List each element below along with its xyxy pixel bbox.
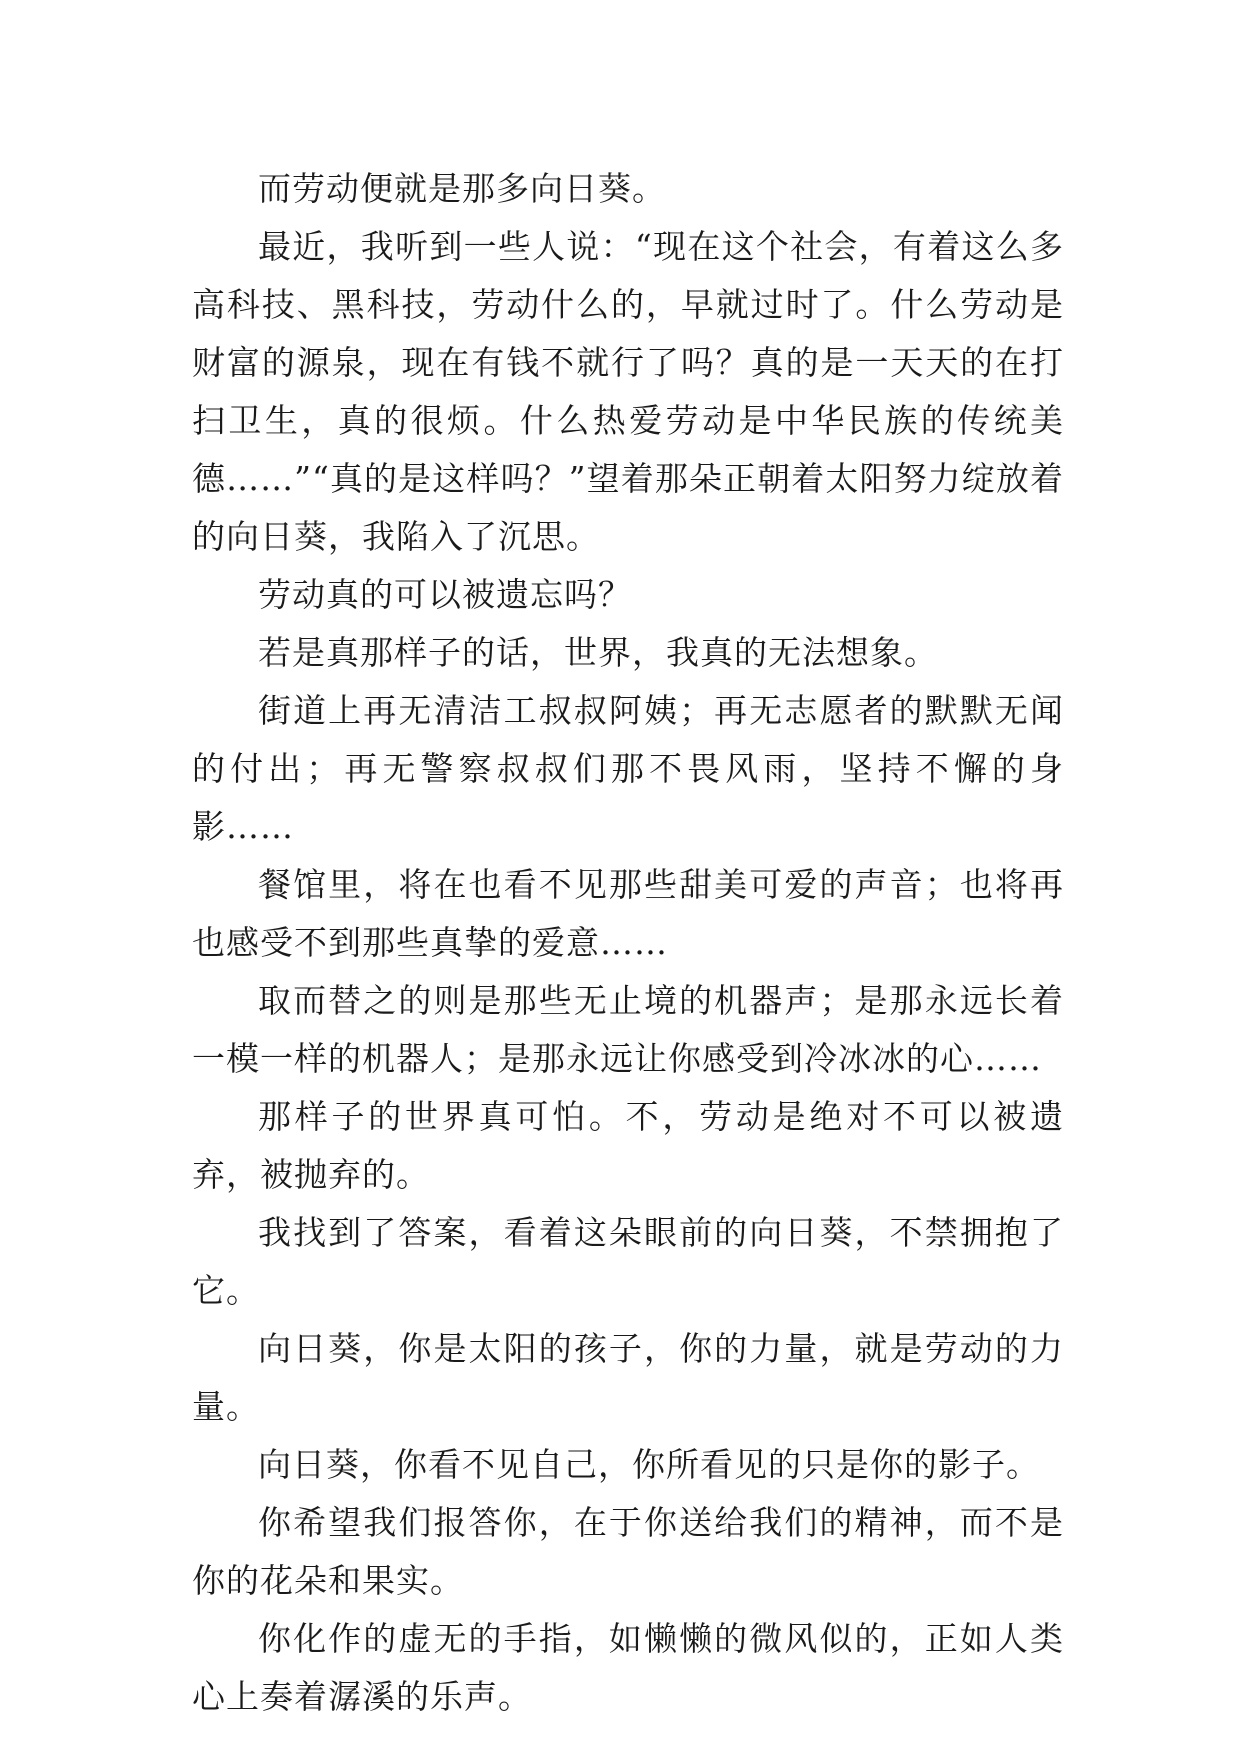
- paragraph-8: 那样子的世界真可怕。不，劳动是绝对不可以被遗弃，被抛弃的。: [192, 1097, 1064, 1194]
- paragraph-7: 取而替之的则是那些无止境的机器声；是那永远长着一模一样的机器人；是那永远让你感受到冷冰冰的心……: [192, 981, 1064, 1078]
- paragraph-13: 你化作的虚无的手指，如懒懒的微风似的，正如人类心上奏着潺溪的乐声。: [192, 1619, 1064, 1716]
- paragraph-3: 劳动真的可以被遗忘吗？: [258, 575, 632, 614]
- paragraph-4: 若是真那样子的话，世界，我真的无法想象。: [258, 633, 938, 672]
- paragraph-6: 餐馆里，将在也看不见那些甜美可爱的声音；也将再也感受不到那些真挚的爱意……: [192, 865, 1064, 962]
- paragraph-12: 你希望我们报答你，在于你送给我们的精神，而不是你的花朵和果实。: [192, 1503, 1064, 1600]
- paragraph-5: 街道上再无清洁工叔叔阿姨；再无志愿者的默默无闻的付出；再无警察叔叔们那不畏风雨，坚持不懈的身影……: [192, 691, 1064, 846]
- paragraph-1: 而劳动便就是那多向日葵。: [258, 169, 666, 208]
- body-text: [192, 160, 1064, 1726]
- paragraph-9: 我找到了答案，看着这朵眼前的向日葵，不禁拥抱了它。: [192, 1213, 1064, 1310]
- paragraph-11: 向日葵，你看不见自己，你所看见的只是你的影子。: [258, 1445, 1040, 1484]
- paragraph-10: 向日葵，你是太阳的孩子，你的力量，就是劳动的力量。: [192, 1329, 1064, 1426]
- paragraph-2: 最近，我听到一些人说：“现在这个社会，有着这么多高科技、黑科技，劳动什么的，早就过时了。什么劳动是财富的源泉，现在有钱不就行了吗？真的是一天天的在打扫卫生，真的很烦。什么热爱劳动是中华民族的传统美德……”“真的是这样吗？”望着那朵正朝着太阳努力绽放着的向日葵，我陷入了沉思。: [192, 227, 1064, 556]
